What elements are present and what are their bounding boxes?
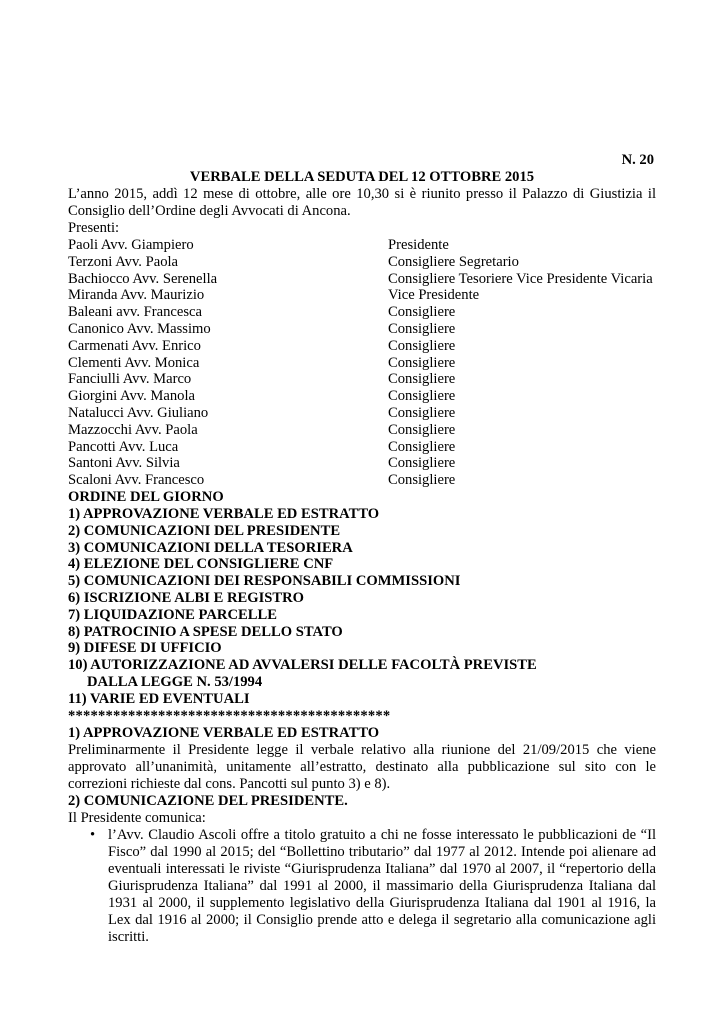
member-row: [68, 422, 656, 439]
member-row: [68, 271, 656, 288]
member-row: [68, 439, 656, 456]
section-1-heading: 1) APPROVAZIONE VERBALE ED ESTRATTO: [68, 724, 380, 741]
agenda-item: 10) AUTORIZZAZIONE AD AVVALERSI DELLE FACOLTÀ PREVISTE: [68, 657, 537, 674]
member-row: [68, 388, 656, 405]
member-name: Miranda Avv. Maurizio: [68, 287, 205, 304]
member-name: Bachiocco Avv. Serenella: [68, 270, 218, 287]
member-role: Consigliere: [388, 371, 456, 388]
member-name: Fanciulli Avv. Marco: [68, 371, 192, 388]
member-row: [68, 321, 656, 338]
member-row: [68, 355, 656, 372]
agenda-list: [68, 506, 656, 708]
member-name: Natalucci Avv. Giuliano: [68, 404, 209, 421]
member-name: Pancotti Avv. Luca: [68, 438, 179, 455]
agenda-item: 1) APPROVAZIONE VERBALE ED ESTRATTO: [68, 505, 380, 522]
member-name: Scaloni Avv. Francesco: [68, 472, 205, 489]
agenda-item: 8) PATROCINIO A SPESE DELLO STATO: [68, 623, 343, 640]
member-row: [68, 237, 656, 254]
member-role: Consigliere: [388, 337, 456, 354]
member-role: Consigliere: [388, 438, 456, 455]
member-name: Canonico Avv. Massimo: [68, 320, 211, 337]
section-2-bullets: [68, 827, 656, 946]
member-name: Santoni Avv. Silvia: [68, 455, 180, 472]
agenda-item: 7) LIQUIDAZIONE PARCELLE: [68, 606, 277, 623]
member-row: [68, 405, 656, 422]
member-name: Mazzocchi Avv. Paola: [68, 421, 198, 438]
document-number: N. 20: [621, 152, 654, 168]
bullet-text: l’Avv. Claudio Ascoli offre a titolo gratuito a chi ne fosse interessato le pubblicazioni de “Il Fisco” dal 1990 al 2015; del “Bollettino tributario” dal 1977 al 2012. Intende poi alienare ad eventuali interessati le riviste “Giurisprudenza Italiana” dal 1970 al 2007, il “repertorio della Giurisprudenza Italiana” dal 1991 al 2000, il massimario della Giurisprudenza Italiana dal 1931 al 2000, il supplemento legislativo della Giurisprudenza Italiana dal 1901 al 1916, la Lex dal 1916 al 2000; il Consiglio prende atto e delega il segretario alla comunicazione agli iscritti.: [108, 826, 656, 945]
member-role: Vice Presidente: [388, 287, 480, 304]
bullet-icon: •: [90, 826, 96, 843]
agenda-item-continuation: DALLA LEGGE N. 53/1994: [87, 673, 263, 690]
member-role: Consigliere: [388, 404, 456, 421]
intro-paragraph: L’anno 2015, addì 12 mese di ottobre, alle ore 10,30 si è riunito presso il Palazzo di Giustizia il Consiglio dell’Ordine degli Avvocati di Ancona.: [68, 186, 656, 219]
section-2-heading: 2) COMUNICAZIONE DEL PRESIDENTE.: [68, 792, 348, 809]
member-role: Consigliere: [388, 354, 456, 371]
member-row: [68, 455, 656, 472]
member-role: Consigliere: [388, 320, 456, 337]
agenda-item: 2) COMUNICAZIONI DEL PRESIDENTE: [68, 522, 341, 539]
agenda-item: 3) COMUNICAZIONI DELLA TESORIERA: [68, 539, 353, 556]
member-row: [68, 304, 656, 321]
agenda-item: 5) COMUNICAZIONI DEI RESPONSABILI COMMISSIONI: [68, 573, 461, 590]
bullet-item: [90, 826, 656, 946]
member-role: Consigliere Tesoriere Vice Presidente Vicaria: [388, 270, 653, 287]
member-role: Consigliere: [388, 421, 456, 438]
member-role: Consigliere: [388, 472, 456, 489]
agenda-item: 6) ISCRIZIONE ALBI E REGISTRO: [68, 589, 305, 606]
agenda-item: 4) ELEZIONE DEL CONSIGLIERE CNF: [68, 556, 334, 573]
member-role: Consigliere: [388, 304, 456, 321]
present-label: Presenti:: [68, 220, 120, 236]
member-name: Terzoni Avv. Paola: [68, 253, 179, 270]
separator-line: *******************************************: [68, 707, 391, 724]
member-name: Baleani avv. Francesca: [68, 304, 202, 321]
member-row: [68, 472, 656, 489]
section-2-intro: Il Presidente comunica:: [68, 809, 206, 826]
member-role: Consigliere: [388, 388, 456, 405]
member-name: Paoli Avv. Giampiero: [68, 237, 194, 253]
member-name: Clementi Avv. Monica: [68, 354, 200, 371]
member-row: [68, 254, 656, 271]
member-role: Consigliere Segretario: [388, 253, 519, 270]
agenda-title: ORDINE DEL GIORNO: [68, 488, 224, 505]
document-title: VERBALE DELLA SEDUTA DEL 12 OTTOBRE 2015: [189, 169, 535, 185]
members-list: [68, 237, 656, 489]
member-role: Presidente: [388, 237, 449, 253]
member-role: Consigliere: [388, 455, 456, 472]
agenda-item: 11) VARIE ED EVENTUALI: [68, 690, 250, 707]
agenda-item: 9) DIFESE DI UFFICIO: [68, 640, 222, 657]
member-row: [68, 371, 656, 388]
member-name: Giorgini Avv. Manola: [68, 388, 196, 405]
member-name: Carmenati Avv. Enrico: [68, 337, 201, 354]
member-row: [68, 287, 656, 304]
section-1-text: Preliminarmente il Presidente legge il verbale relativo alla riunione del 21/09/2015 che viene approvato all’unanimità, unitamente all’estratto, destinato alla pubblicazione sul sito con le correzioni richieste dal cons. Pancotti sul punto 3) e 8).: [68, 741, 656, 792]
member-row: [68, 338, 656, 355]
